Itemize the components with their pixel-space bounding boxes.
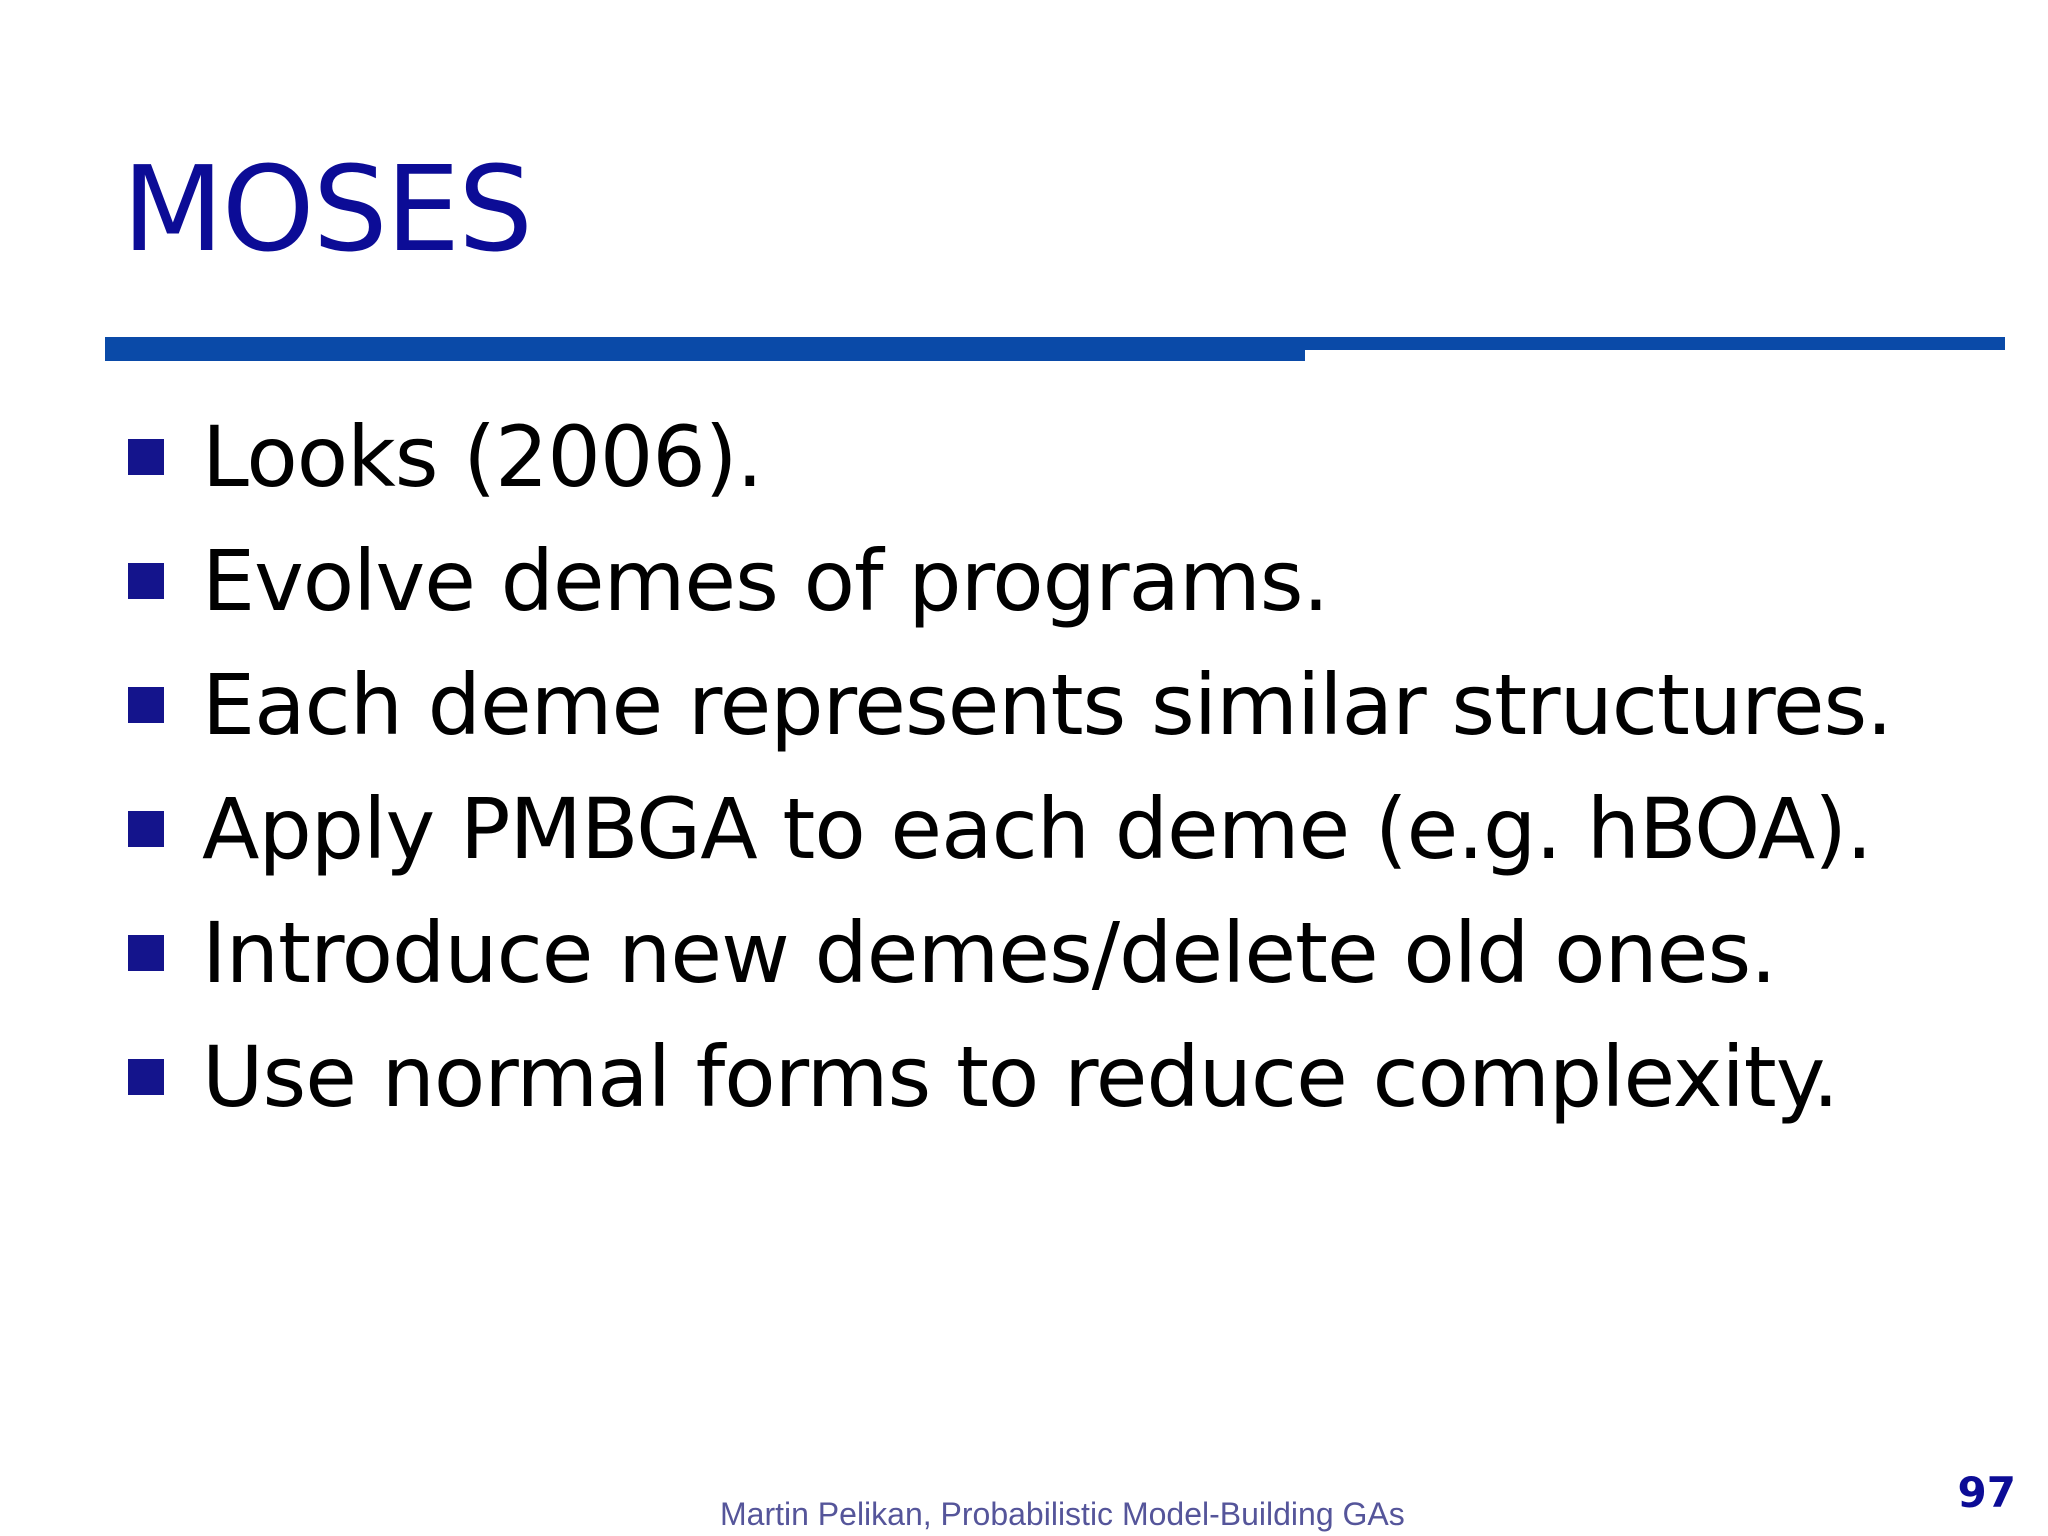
bullet-text: Each deme represents similar structures. bbox=[202, 656, 1892, 754]
bullet-text: Use normal forms to reduce complexity. bbox=[202, 1028, 1839, 1126]
square-bullet-icon bbox=[128, 439, 164, 475]
bullet-list bbox=[128, 395, 1892, 1139]
bullet-item bbox=[128, 1015, 1892, 1139]
bullet-text: Introduce new demes/delete old ones. bbox=[202, 904, 1776, 1002]
title-rule-thick bbox=[105, 337, 1305, 361]
bullet-text: Apply PMBGA to each deme (e.g. hBOA). bbox=[202, 780, 1872, 878]
slide-title: MOSES bbox=[122, 140, 532, 278]
bullet-item bbox=[128, 891, 1892, 1015]
bullet-text: Looks (2006). bbox=[202, 408, 763, 506]
bullet-item bbox=[128, 395, 1892, 519]
square-bullet-icon bbox=[128, 563, 164, 599]
square-bullet-icon bbox=[128, 935, 164, 971]
square-bullet-icon bbox=[128, 687, 164, 723]
bullet-item bbox=[128, 519, 1892, 643]
bullet-item bbox=[128, 643, 1892, 767]
bullet-text: Evolve demes of programs. bbox=[202, 532, 1329, 630]
page-number: 97 bbox=[1957, 1468, 2016, 1517]
square-bullet-icon bbox=[128, 811, 164, 847]
bullet-item bbox=[128, 767, 1892, 891]
square-bullet-icon bbox=[128, 1059, 164, 1095]
footer-text: Martin Pelikan, Probabilistic Model-Building GAs bbox=[720, 1496, 1405, 1532]
